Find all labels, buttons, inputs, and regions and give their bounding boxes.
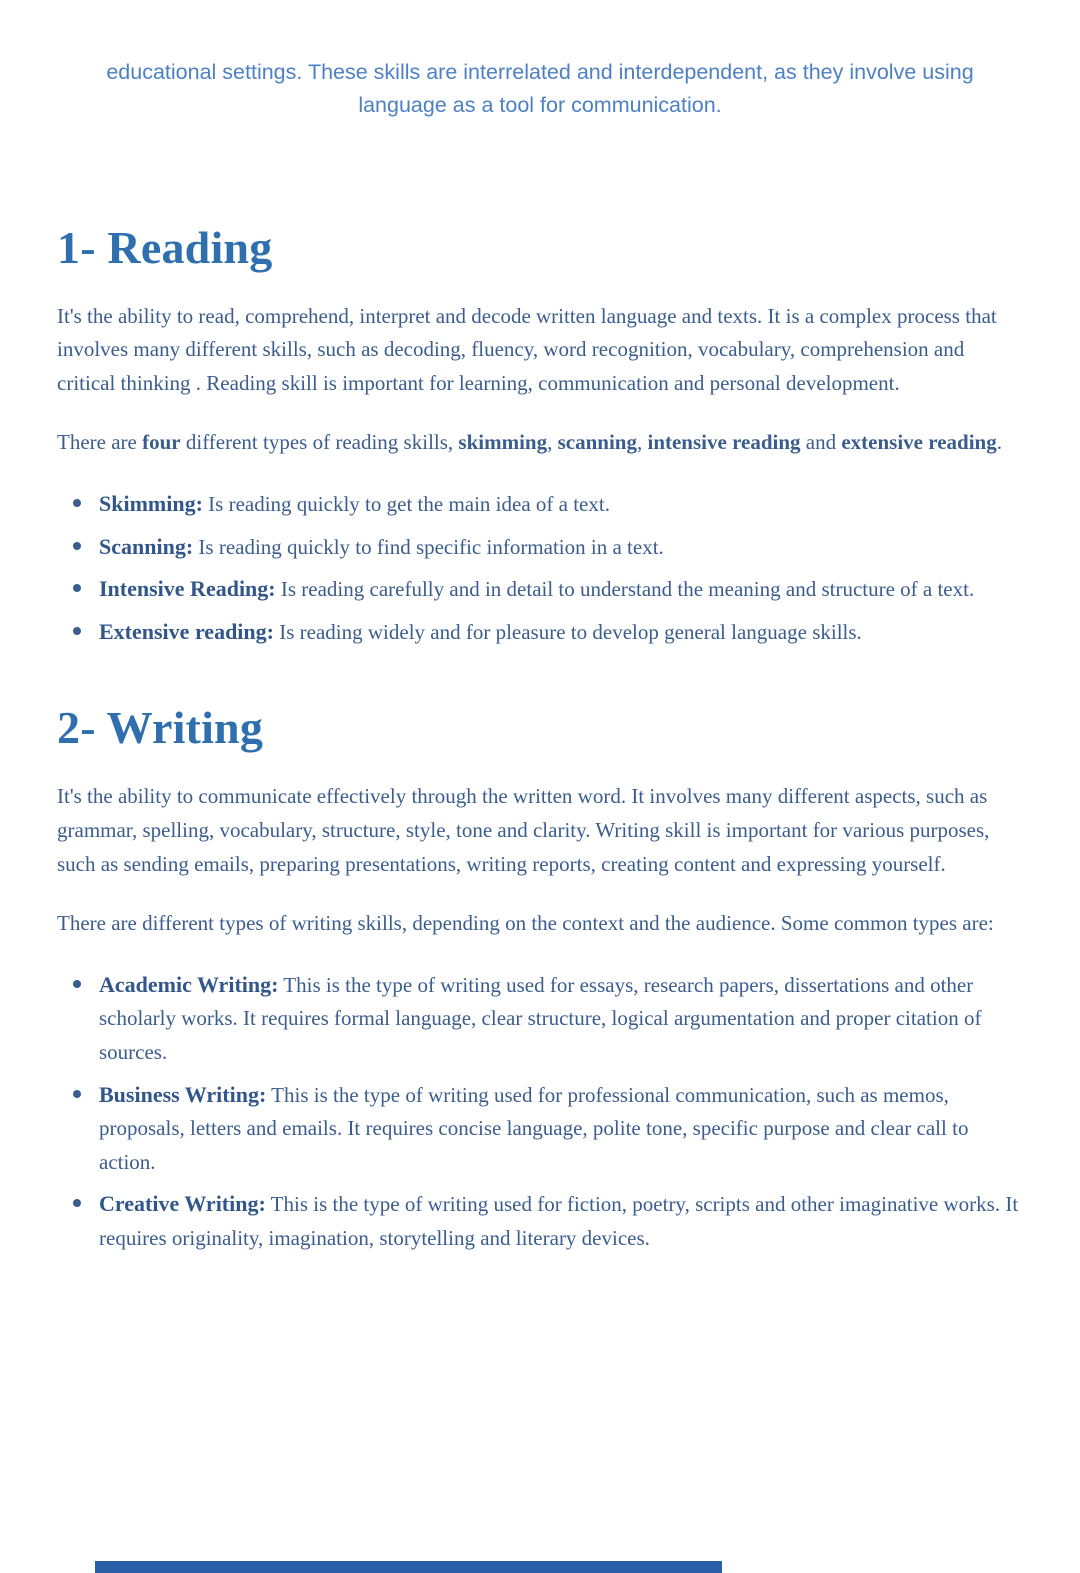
plain-text: . [996, 430, 1002, 455]
list-item-label: Creative Writing: [99, 1191, 266, 1217]
body-paragraph [57, 300, 1023, 401]
bottom-partial-bar [95, 1561, 722, 1573]
list-item: Business Writing: This is the type of writing used for professional communication, such as memos, proposals, letters and emails. It requires concise language, polite tone, specific purpose and clear call to action. [57, 1077, 1023, 1180]
body-paragraph [57, 426, 1023, 460]
plain-text: and [800, 430, 842, 455]
bold-text: four [142, 430, 181, 455]
plain-text: There are [57, 430, 143, 455]
list-item: Academic Writing: This is the type of writing used for essays, research papers, dissertations and other scholarly works. It requires formal language, clear structure, logical argumentation and proper citation of sources. [57, 967, 1023, 1070]
bold-text: intensive reading [647, 430, 801, 455]
list-item: Skimming: Is reading quickly to get the main idea of a text. [57, 486, 1023, 522]
list-item-label: Intensive Reading: [99, 576, 276, 602]
bold-text: scanning [557, 430, 637, 455]
body-paragraph [57, 907, 1023, 941]
list-item-label: Scanning: [99, 533, 194, 559]
bold-text: skimming [458, 430, 548, 455]
list-item-label: Academic Writing: [99, 971, 279, 997]
section-heading-reading: 1- Reading [57, 221, 273, 273]
list-item: Extensive reading: Is reading widely and for pleasure to develop general language skills. [57, 614, 1023, 650]
list-item-label: Extensive reading: [99, 618, 274, 644]
list-item-label: Business Writing: [99, 1081, 267, 1107]
list-item: Intensive Reading: Is reading carefully and in detail to understand the meaning and structure of a text. [57, 571, 1023, 607]
section-heading-writing: 2- Writing [57, 702, 264, 754]
section-writing [57, 701, 1023, 1255]
plain-text: , [636, 430, 648, 455]
plain-text: It's the ability to read, comprehend, interpret and decode written language and texts. It is a complex process that involves many different skills, such as decoding, fluency, word recognition, vocabulary, comprehension and critical thinking . Reading skill is important for learning, communication and personal development. [57, 303, 997, 395]
bullet-list [57, 967, 1023, 1256]
plain-text: , [547, 430, 558, 455]
section-reading [57, 221, 1023, 650]
list-item: Creative Writing: This is the type of writing used for fiction, poetry, scripts and other imaginative works. It requires originality, imagination, storytelling and literary devices. [57, 1186, 1023, 1255]
sections-container [57, 221, 1023, 1256]
plain-text: It's the ability to communicate effectively through the written word. It involves many different aspects, such as grammar, spelling, vocabulary, structure, style, tone and clarity. Writing skill is important for various purposes, such as sending emails, preparing presentations, writing reports, creating content and expressing yourself. [57, 784, 990, 876]
list-item: Scanning: Is reading quickly to find specific information in a text. [57, 529, 1023, 565]
plain-text: There are different types of writing skills, depending on the context and the audience. Some common types are: [57, 911, 994, 936]
body-paragraph [57, 780, 1023, 881]
bullet-list [57, 486, 1023, 649]
list-item-label: Skimming: [99, 491, 203, 516]
bold-text: extensive reading [841, 430, 997, 455]
intro-paragraph: educational settings. These skills are interrelated and interdependent, as they involve using language as a tool for communication. [106, 60, 974, 118]
plain-text: different types of reading skills, [180, 430, 459, 455]
